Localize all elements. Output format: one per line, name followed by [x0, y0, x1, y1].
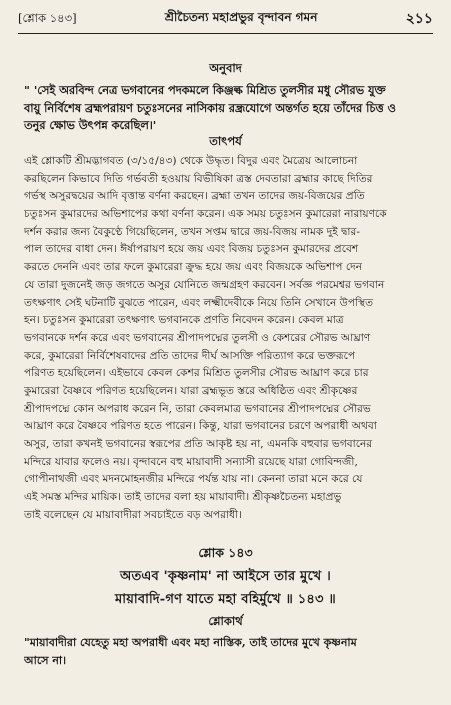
purport-heading: তাৎপর্য [209, 134, 242, 148]
purport-line: করে, কুমারেরা নির্বিশেষবাদের প্রতি তাদের দীর্ঘ আসক্তি পরিত্যাগ করে ভক্তরূপে [24, 349, 356, 362]
purport-line: চতুঃসন কুমারদের অভিশাপের কথা বর্ণনা করেন। এক সময় চতুঃসন কুমারেরা নারায়ণকে [24, 208, 387, 221]
translation-line: "মায়াবাদীরা যেহেতু মহা অপরাধী এবং মহা নাস্তিক, তাই তাদের মুখে কৃষ্ণনাম [24, 636, 357, 649]
header-chapter-title: শ্রীচৈতন্য মহাপ্রভুর বৃন্দাবন গমন [164, 10, 318, 24]
purport-line: আঘ্রাণ করে বৈষ্ণবে পরিণত হতে পারেন। কিন্তু, যারা ভগবানের চরণে অপরাধী অথবা [24, 420, 377, 433]
purport-line: গর্ভস্থ অসুরদ্বয়ের আদি বৃত্তান্ত বর্ণনা করছেন। ব্রহ্মা তখন তাদের জয়-বিজয়ের প্রতি [24, 190, 365, 203]
purport-line: এই সমস্ত মন্দির মায়িক। তাই তাদের বলা হয় মায়াবাদী। শ্রীকৃষ্ণচৈতন্য মহাপ্রভু [24, 491, 342, 504]
page-number: ২১১ [405, 11, 433, 27]
header-divider [18, 33, 433, 34]
verse-line: মায়াবাদি-গণ যাতে মহা বহির্মুখে ॥ ১৪৩ ॥ [115, 592, 336, 607]
verse-line: অতএব 'কৃষ্ণনাম' না আইসে তার মুখে । [120, 569, 331, 584]
purport-line: হন। চতুঃসন কুমারেরা তৎক্ষণাৎ ভগবানকে প্রণতি নিবেদন করেন। কেবল মাত্র [24, 314, 344, 327]
verse-label: শ্লোক ১৪৩ [198, 545, 253, 560]
purport-line: তাই বলেছেন যে মায়াবাদীরা সবচাইতে বড় অপরাধী। [24, 508, 242, 521]
purport-line: করছিলেন কিভাবে দিতি গর্ভবতী হওয়ায় বিভীষিকা ত্রস্ত দেবতারা ব্রহ্মার কাছে দিতির [24, 172, 373, 185]
anuvad-quote [24, 82, 427, 135]
purport-line: তৎক্ষণাৎ সেই ঘটনাটি বুঝতে পারেন, এবং লক্ষ্মীদেবীকে নিয়ে তিনি সেখানে উপস্থিত [24, 296, 374, 309]
purport-line: পাল তাদের বাধা দেন। ঈর্ষাপরায়ণ হয়ে জয় এবং বিজয় চতুঃসন কুমারদের প্রবেশ [24, 243, 359, 256]
translation-line: আসে না। [24, 654, 67, 667]
purport-text [24, 153, 431, 524]
translation-heading: শ্লোকার্থ [208, 614, 243, 628]
anuvad-line: তনুর ক্ষোভ উৎপন্ন করেছিল।' [24, 118, 157, 132]
purport-line: যে তারা দুজনেই জড় জগতে অসুর যোনিতে জন্মগ্রহণ করবেন। সর্বজ্ঞ পরমেশ্বর ভগবান [24, 278, 385, 291]
anuvad-line: বায়ু নির্বিশেষ ব্রহ্মপরায়ণ চতুঃসনের নাসিকায় রন্ধ্রযোগে অন্তর্গত হয়ে তাঁদের চিত্ত ও [24, 100, 396, 115]
anuvad-heading: অনুবাদ [209, 61, 242, 75]
purport-line: শ্রীপাদপদ্মে কোন অপরাধ করেন নি, তারা কেবলমাত্র ভগবানের শ্রীপাদপদ্মের সৌরভ [24, 402, 371, 415]
purport-line: করতে দেননি এবং তার ফলে কুমারেরা ক্রুদ্ধ হয়ে জয় এবং বিজয়কে অভিশাপ দেন [24, 261, 363, 274]
anuvad-line: " 'সেই অরবিন্দ নেত্র ভগবানের পদকমলে কিঞ্জল্ক মিশ্রিত তুলসীর মধু সৌরভ যুক্ত [24, 83, 386, 97]
running-header [18, 8, 433, 30]
translation-text [24, 634, 431, 670]
purport-line: অসুর, তারা কখনই ভগবানের স্বরূপের প্রতি আকৃষ্ট হয় না, এমনকি বহুবার ভগবানের [24, 438, 373, 450]
purport-line: ভগবানকে দর্শন করে এবং ভগবানের শ্রীপাদপদ্মের তুলসী ও কেশরের সৌরভ আঘ্রাণ [24, 331, 371, 344]
header-verse-ref: [শ্লোক ১৪৩] [18, 10, 77, 25]
purport-line: পরিণত হয়েছিলেন। এইভাবে কেবল কেশর মিশ্রিত তুলসীর সৌরভ আঘ্রাণ করে চার [24, 367, 369, 380]
purport-line: কুমারেরা বৈষ্ণবে পরিণত হয়েছিলেন। যারা ব্রহ্মভূত স্তরে অধিষ্ঠিত এবং শ্রীকৃষ্ণের [24, 384, 358, 397]
purport-line: গোপীনাথজী এবং মদনমোহনজীর মন্দিরে পর্যন্ত যায় না। কেননা তারা মনে করে যে [24, 473, 363, 486]
purport-line: এই শ্লোকটি শ্রীমদ্ভাগবত (৩/১৫/৪৩) থেকে উদ্ধৃত। বিদুর এবং মৈত্রেয় আলোচনা [24, 155, 358, 167]
purport-line: মন্দিরে যাবার ফলেও নয়। বৃন্দাবনে বহু মায়াবাদী সন্যাসী রয়েছে যারা গোবিন্দজী, [24, 455, 358, 468]
purport-line: দর্শন করার জন্য বৈকুণ্ঠে গিয়েছিলেন, তখন সপ্তম দ্বারে জয়-বিজয় নামক দুই দ্বার- [24, 225, 360, 238]
